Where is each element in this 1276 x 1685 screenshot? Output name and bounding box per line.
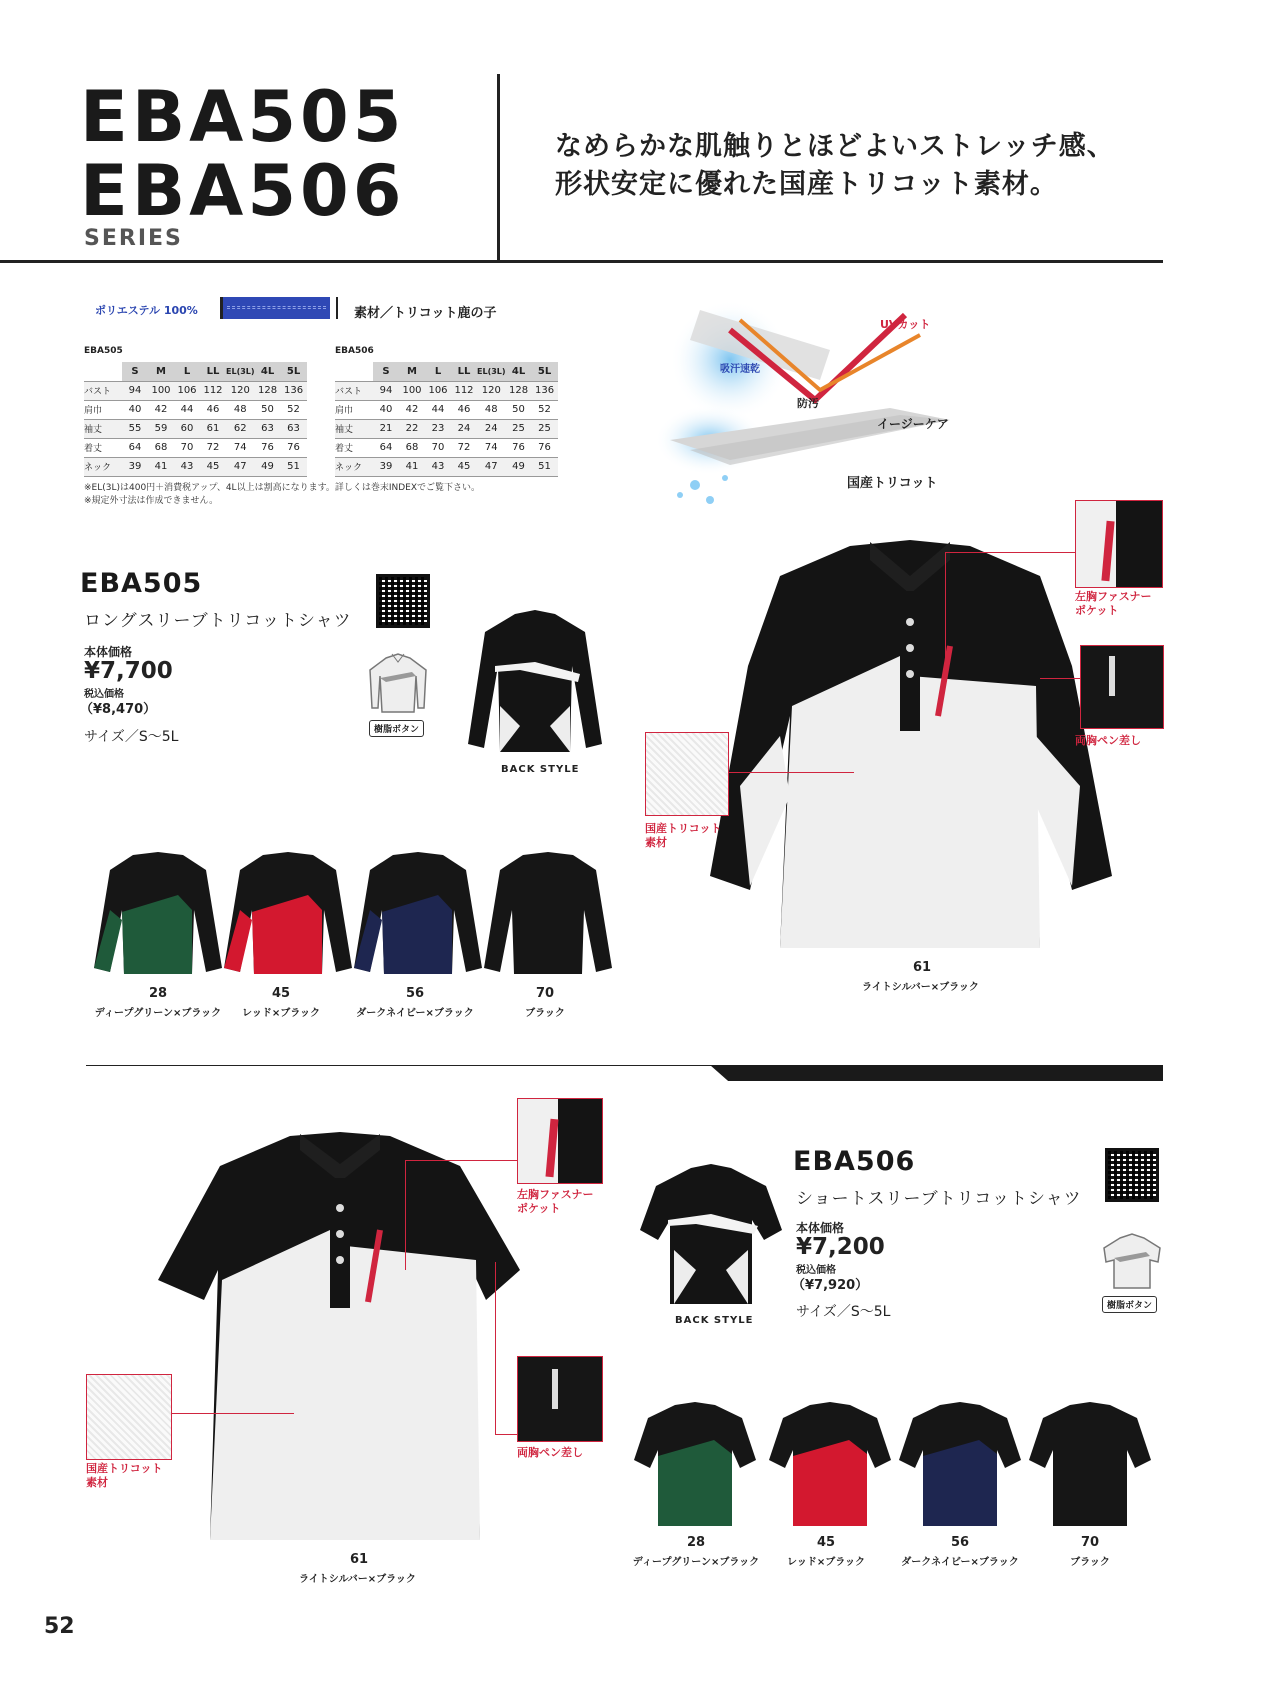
eba505-model: EBA505 [80,568,203,599]
table-cell: 62 [226,419,255,438]
table-cell: 112 [200,381,226,400]
table-cell: 106 [174,381,200,400]
table-cell: 46 [200,400,226,419]
table-cell: 47 [226,457,255,476]
tagline-line2: 形状安定に優れた国産トリコット素材。 [555,169,1058,200]
eba506-pen-callout-box [517,1356,603,1442]
col-header: EL(3L) [226,362,255,381]
eba506-color-no: 45 [816,1535,836,1550]
material-bar [220,297,330,319]
row-label: ネック [84,457,122,476]
eba505-color-no: 28 [148,986,168,1001]
table-cell: 39 [122,457,148,476]
col-header: M [399,362,425,381]
eba506-main-color-no: 61 [349,1552,369,1567]
eba506-color-no: 28 [686,1535,706,1550]
eba506-color-name: ディープグリーン×ブラック [632,1557,760,1568]
size-table-505 [84,362,307,477]
row-label: 袖丈 [84,419,122,438]
eba506-back-style-label: BACK STYLE [675,1315,754,1326]
eba505-pen-callout-box [1080,645,1164,729]
table-cell: 120 [477,381,506,400]
table-cell: 94 [122,381,148,400]
table-cell: 49 [506,457,532,476]
table-cell: 63 [255,419,281,438]
model-title-1: EBA505 [80,76,406,158]
eba505-color-56-image [348,850,488,975]
page-number: 52 [44,1614,75,1639]
table-cell: 106 [425,381,451,400]
table-cell: 51 [281,457,307,476]
label-easy: イージーケア [877,417,949,431]
row-label: バスト [84,381,122,400]
eba506-color-45-image [765,1400,895,1530]
table-cell: 24 [451,419,477,438]
size-table-506 [335,362,558,477]
eba505-color-name: レッド×ブラック [241,1008,321,1019]
eba506-model: EBA506 [793,1146,916,1177]
table-cell: 48 [226,400,255,419]
row-label: ネック [335,457,373,476]
material-bar-end [336,297,338,319]
table-cell: 52 [281,400,307,419]
table-cell: 76 [281,438,307,457]
eba505-main-color-name: ライトシルバー×ブラック [862,982,979,993]
table-cell: 100 [399,381,425,400]
eba505-back-style-label: BACK STYLE [501,764,580,775]
table-cell: 136 [532,381,558,400]
series-label: SERIES [84,226,183,251]
table-cell: 41 [399,457,425,476]
col-header: S [122,362,148,381]
eba506-pocket-callout-label: 左胸ファスナー ポケット [517,1188,594,1215]
eba506-color-name: レッド×ブラック [786,1557,866,1568]
eba506-color-70-image [1025,1400,1155,1530]
table-cell [84,362,122,381]
table-cell: 76 [532,438,558,457]
eba506-pocket-callout-line-v [405,1160,406,1270]
eba506-color-name: ダークネイビー×ブラック [901,1557,1019,1568]
eba505-color-no: 56 [405,986,425,1001]
eba505-fabric-callout-line [729,772,854,773]
table-cell [335,362,373,381]
table-cell: 136 [281,381,307,400]
eba506-color-name: ブラック [1070,1557,1110,1568]
label-absorb: 吸汗速乾 [720,364,760,375]
eba505-main-color-no: 61 [912,960,932,975]
table-cell: 47 [477,457,506,476]
table-cell: 63 [281,419,307,438]
table-cell: 44 [425,400,451,419]
table-cell: 94 [373,381,399,400]
size-table-title-506: EBA506 [335,346,374,356]
eba505-pocket-callout-line-v [945,552,946,672]
eba505-color-name: ディープグリーン×ブラック [94,1008,222,1019]
eba506-fabric-callout-label: 国産トリコット 素材 [86,1462,163,1489]
eba506-main-color-name: ライトシルバー×ブラック [299,1574,416,1585]
table-cell: 128 [255,381,281,400]
table-cell: 42 [399,400,425,419]
label-uv: UVカット [880,318,931,331]
row-label: バスト [335,381,373,400]
eba505-pen-callout-line [1040,678,1080,679]
eba506-pen-callout-label: 両胸ペン差し [517,1446,583,1459]
col-header: L [425,362,451,381]
eba506-qr-code[interactable] [1105,1148,1159,1202]
eba506-tax-price: （¥7,920） [792,1278,869,1293]
row-label: 着丈 [335,438,373,457]
eba506-main-image [150,1130,530,1550]
table-cell: 61 [200,419,226,438]
col-header: EL(3L) [477,362,506,381]
eba506-fabric-callout-line [172,1413,294,1414]
table-cell: 72 [451,438,477,457]
table-cell: 55 [122,419,148,438]
row-label: 肩巾 [335,400,373,419]
table-cell: 70 [425,438,451,457]
eba505-pocket-callout-line [945,552,1075,553]
eba505-pen-callout-label: 両胸ペン差し [1075,734,1141,747]
table-cell: 64 [122,438,148,457]
table-cell: 25 [506,419,532,438]
table-cell: 46 [451,400,477,419]
eba506-name: ショートスリーブトリコットシャツ [796,1189,1082,1209]
table-cell: 128 [506,381,532,400]
eba505-price-label: 本体価格 [84,645,133,659]
table-cell: 41 [148,457,174,476]
header-divider [497,74,500,262]
table-cell: 120 [226,381,255,400]
table-cell: 39 [373,457,399,476]
table-cell: 51 [532,457,558,476]
eba505-color-name: ダークネイビー×ブラック [356,1008,474,1019]
eba506-fabric-callout-box [86,1374,172,1460]
label-fabric: 国産トリコット [847,476,938,491]
table-cell: 43 [174,457,200,476]
eba506-tax-label: 税込価格 [796,1265,836,1276]
tagline-line1: なめらかな肌触りとほどよいストレッチ感、 [555,131,1115,162]
col-header: 4L [255,362,281,381]
eba505-qr-code[interactable] [376,574,430,628]
row-label: 肩巾 [84,400,122,419]
eba505-fabric-callout-box [645,732,729,816]
table-cell: 25 [532,419,558,438]
eba506-sizes: サイズ／S～5L [796,1304,891,1320]
table-cell: 64 [373,438,399,457]
col-header: S [373,362,399,381]
table-cell: 45 [200,457,226,476]
table-cell: 52 [532,400,558,419]
eba506-color-56-image [895,1400,1025,1530]
col-header: LL [200,362,226,381]
section-divider-band [710,1065,1163,1081]
table-cell: 70 [174,438,200,457]
eba506-button-badge: 樹脂ボタン [1102,1296,1157,1313]
header-underline [0,260,1163,263]
table-cell: 76 [255,438,281,457]
table-cell: 59 [148,419,174,438]
eba506-pen-callout-line [495,1434,517,1435]
table-cell: 72 [200,438,226,457]
table-cell: 49 [255,457,281,476]
table-cell: 43 [425,457,451,476]
table-cell: 50 [506,400,532,419]
eba505-tax-label: 税込価格 [84,689,124,700]
eba505-back-style-image [460,606,610,756]
table-cell: 40 [373,400,399,419]
table-cell: 74 [477,438,506,457]
eba506-back-style-image [636,1160,786,1310]
eba506-color-28-image [630,1400,760,1530]
eba506-pocket-callout-line [405,1160,517,1161]
eba506-color-no: 70 [1080,1535,1100,1550]
col-header: LL [451,362,477,381]
table-cell: 76 [506,438,532,457]
table-cell: 48 [477,400,506,419]
eba505-tax-price: （¥8,470） [80,702,157,717]
table-cell: 21 [373,419,399,438]
table-cell: 44 [174,400,200,419]
table-cell: 45 [451,457,477,476]
label-stain: 防汚 [797,397,819,410]
eba505-line-drawing-icon [366,652,430,714]
col-header: M [148,362,174,381]
table-cell: 40 [122,400,148,419]
material-fiber: ポリエステル 100% [95,304,198,317]
eba505-price: ¥7,700 [84,658,173,684]
material-fabric: 素材／トリコット鹿の子 [354,306,497,321]
col-header: 5L [281,362,307,381]
table-cell: 50 [255,400,281,419]
eba505-fabric-callout-label: 国産トリコット 素材 [645,822,722,849]
eba505-name: ロングスリーブトリコットシャツ [84,611,352,631]
table-cell: 24 [477,419,506,438]
note-2: ※規定外寸法は作成できません。 [84,496,219,506]
eba506-line-drawing-icon [1100,1232,1164,1290]
table-cell: 74 [226,438,255,457]
eba505-main-image [700,536,1120,956]
eba505-color-28-image [88,850,228,975]
col-header: L [174,362,200,381]
eba505-color-70-image [478,850,618,975]
eba506-price-label: 本体価格 [796,1221,845,1235]
col-header: 5L [532,362,558,381]
eba505-color-no: 70 [535,986,555,1001]
eba505-button-badge: 樹脂ボタン [369,720,424,737]
eba505-sizes: サイズ／S～5L [84,729,179,745]
row-label: 袖丈 [335,419,373,438]
size-table-title-505: EBA505 [84,346,123,356]
row-label: 着丈 [84,438,122,457]
eba505-pocket-callout-label: 左胸ファスナー ポケット [1075,590,1152,617]
eba505-color-45-image [218,850,358,975]
eba506-pocket-callout-box [517,1098,603,1184]
model-title-2: EBA506 [80,150,406,232]
table-cell: 68 [399,438,425,457]
eba505-color-name: ブラック [525,1008,565,1019]
table-cell: 23 [425,419,451,438]
table-cell: 22 [399,419,425,438]
eba505-pocket-callout-box [1075,500,1163,588]
eba505-color-no: 45 [271,986,291,1001]
table-cell: 60 [174,419,200,438]
table-cell: 68 [148,438,174,457]
eba506-price: ¥7,200 [796,1234,885,1260]
table-cell: 100 [148,381,174,400]
table-cell: 42 [148,400,174,419]
col-header: 4L [506,362,532,381]
eba506-color-no: 56 [950,1535,970,1550]
table-cell: 112 [451,381,477,400]
note-1: ※EL(3L)は400円＋消費税アップ、4L以上は割高になります。詳しくは巻末INDEXでご覧下さい。 [84,483,481,493]
eba506-pen-callout-line-v [495,1262,496,1434]
